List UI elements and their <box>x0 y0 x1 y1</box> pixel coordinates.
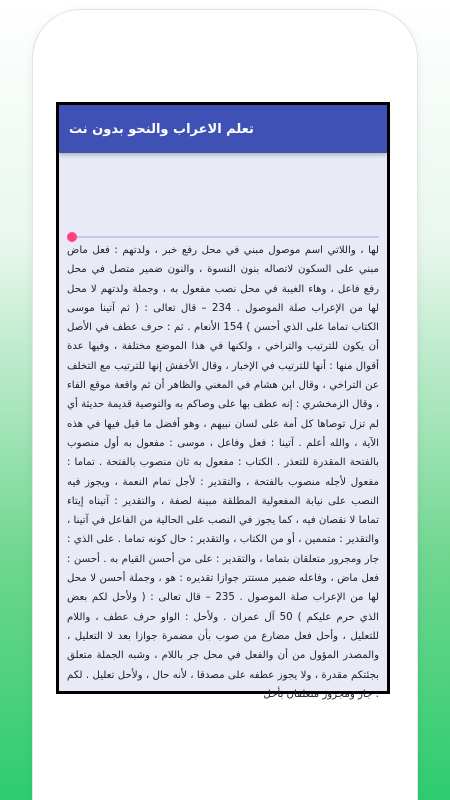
slider-track <box>71 236 379 238</box>
app-window <box>59 105 387 700</box>
app-title: تعلم الاعراب والنحو بدون نت <box>69 121 254 137</box>
grammar-lesson-text: لها ، واللاتي اسم موصول مبني في محل رفع خبر ، ولدتهم : فعل ماض مبني على السكون لاتصاله بنون النسوة ، والنون ضمير متصل في محل رفع فاعل ، وهاء الغيبة في محل نصب مفعول به ، وجملة ولدتهم لا محل لها من الإعراب صلة الموصول . 234 – قال تعالى : ( ثم آتينا موسى الكتاب تماما على الذي أحسن ) 154 الأنعام . ثم : حرف عطف في الأصل أن يكون للترتيب والتراخي ، ولكنها في هذا الموضع مختلفة ، وفيها عدة أقوال منها : أنها للترتيب في الإخبار ، وقال الأخفش إنها للترتيب مع التخلف عن التراخي ، وقال ابن هشام في المغني والظاهر أن ثم واقعة موقع الفاء ، وقال الزمخشري : إنه عطف بها على وصاكم به والتوصية قديمة حديثة أي لم تزل توصاها كل أمة على لسان نبيهم ، وهو أفضل ما قيل فيها في هذه الآية ، والله أعلم . آتينا : فعل وفاعل ، موسى : مفعول به أول منصوب بالفتحة المقدرة للتعذر . الكتاب : مفعول به ثان منصوب بالفتحة . تماما : مفعول لأجله منصوب بالفتحة ، والتقدير : لأجل تمام النعمة ، ويجوز فيه النصب على نيابة المفعولية المطلقة مبينة لصفة ، والتقدير : آتيناه إيتاء تماما لا نقصان فيه ، كما يجوز في النصب على الحالية من الفاعل في آتينا ، والتقدير : متممين ، أو من الكتاب ، والتقدير : حال كونه تماما . على الذي : جار ومجرور متعلقان بتماما ، والتقدير : على من أحسن القيام به . أحسن : فعل ماض ، وفاعله ضمير مستتر جوازا تقديره : هو ، وجملة أحسن لا محل لها من الإعراب صلة الموصول . 235 – قال تعالى : ( ولأحل لكم بعض الذي حرم عليكم ) 50 آل عمران . ولأحل : الواو حرف عطف ، واللام للتعليل ، وأحل فعل مضارع من صوب بأن مضمرة جوازا بعد لا التعليل ، والمصدر المؤول من أن والفعل في محل جر باللام ، وشبه الجملة متعلق بجئتكم مقدرة ، ولا يجوز عطفه على مصدقا ، لأنه حال ، ولأحل تعليل . لكم : جار ومجرور متعلقان بأحل <box>67 245 380 700</box>
text-content-area[interactable] <box>65 241 381 700</box>
app-bar <box>59 105 387 153</box>
device-screen <box>56 102 390 700</box>
